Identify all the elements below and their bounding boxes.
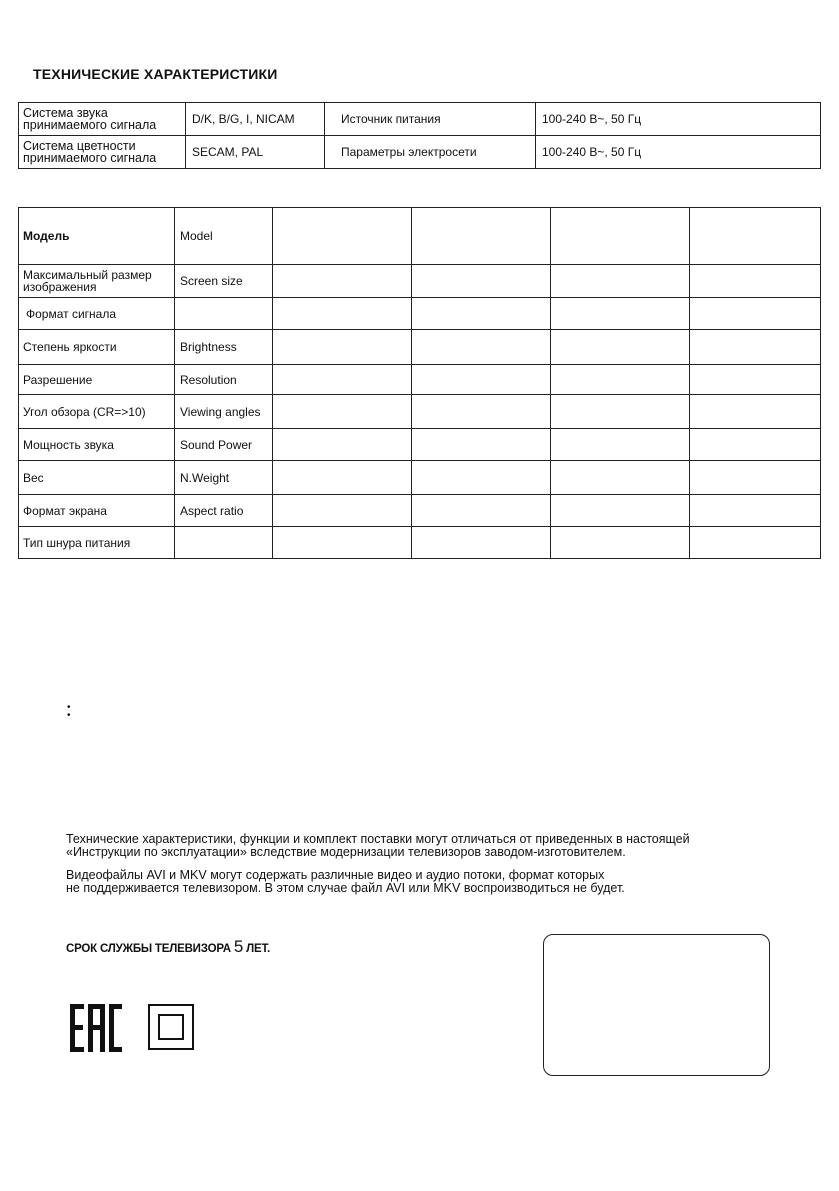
table-cell — [273, 429, 412, 461]
eac-logo — [70, 1004, 122, 1052]
table-cell: Model — [175, 208, 273, 265]
table-cell — [690, 265, 821, 298]
table-row — [19, 461, 821, 495]
table-cell: Brightness — [175, 330, 273, 365]
table-cell — [175, 527, 273, 559]
table-row — [19, 136, 821, 169]
table-cell: 100-240 В~, 50 Гц — [536, 103, 821, 136]
table-row — [19, 395, 821, 429]
modernization-note — [66, 833, 690, 859]
table-cell: Источник питания — [325, 103, 536, 136]
service-life-prefix: СРОК СЛУЖБЫ ТЕЛЕВИЗОРА — [66, 943, 231, 955]
table-cell: Система цветности принимаемого сигнала — [19, 136, 186, 169]
table-cell — [551, 208, 690, 265]
table-cell — [412, 429, 551, 461]
table-cell — [690, 495, 821, 527]
table-cell — [551, 461, 690, 495]
table-cell — [175, 298, 273, 330]
table-cell: Screen size — [175, 265, 273, 298]
table-cell — [412, 265, 551, 298]
note-line: Технические характеристики, функции и комплект поставки могут отличаться от приведенных в настоящей — [66, 832, 690, 846]
signal-table — [18, 102, 821, 169]
table-row — [19, 265, 821, 298]
table-cell — [273, 330, 412, 365]
table-cell — [412, 330, 551, 365]
table-cell: Максимальный размер изображения — [19, 265, 175, 298]
table-cell: Система звука принимаемого сигнала — [19, 103, 186, 136]
table-cell — [412, 298, 551, 330]
table-row — [19, 208, 821, 265]
video-format-note — [66, 869, 625, 895]
table-cell — [551, 265, 690, 298]
double-insulation-icon — [148, 1004, 194, 1050]
service-life-years: 5 — [233, 937, 244, 956]
table-cell: Параметры электросети — [325, 136, 536, 169]
table-cell: Вес — [19, 461, 175, 495]
table-cell — [273, 527, 412, 559]
note-line: «Инструкции по эксплуатации» вследствие модернизации телевизоров заводом-изготовителем. — [66, 845, 626, 859]
table-row — [19, 527, 821, 559]
table-cell — [273, 461, 412, 495]
table-cell — [412, 395, 551, 429]
table-row — [19, 298, 821, 330]
table-cell: Viewing angles — [175, 395, 273, 429]
service-life — [66, 937, 270, 957]
table-cell — [690, 429, 821, 461]
table-cell — [690, 330, 821, 365]
table-cell: Тип шнура питания — [19, 527, 175, 559]
table-cell — [690, 208, 821, 265]
table-cell: Степень яркости — [19, 330, 175, 365]
table-cell: Resolution — [175, 365, 273, 395]
table-cell — [273, 495, 412, 527]
table-cell: SECAM, PAL — [186, 136, 325, 169]
table-cell: Мощность звука — [19, 429, 175, 461]
table-cell — [551, 429, 690, 461]
table-cell: D/K, B/G, I, NICAM — [186, 103, 325, 136]
table-cell: Угол обзора (CR=>10) — [19, 395, 175, 429]
table-cell: Разрешение — [19, 365, 175, 395]
table-cell: 100-240 В~, 50 Гц — [536, 136, 821, 169]
table-row — [19, 330, 821, 365]
table-cell — [273, 208, 412, 265]
note-line: Видеофайлы AVI и MKV могут содержать различные видео и аудио потоки, формат которых — [66, 868, 605, 882]
table-cell — [690, 527, 821, 559]
table-cell — [412, 365, 551, 395]
table-row — [19, 429, 821, 461]
page-title: ТЕХНИЧЕСКИЕ ХАРАКТЕРИСТИКИ — [33, 66, 278, 82]
table-cell: Формат сигнала — [19, 298, 175, 330]
spec-table — [18, 207, 821, 559]
table-cell — [412, 527, 551, 559]
table-cell — [273, 365, 412, 395]
bullet-dots: • • — [67, 702, 71, 721]
table-cell: Sound Power — [175, 429, 273, 461]
note-line: не поддерживается телевизором. В этом случае файл AVI или MKV воспроизводиться не будет. — [66, 881, 625, 895]
label-sticker-area — [543, 934, 770, 1076]
table-cell — [412, 495, 551, 527]
table-cell — [690, 365, 821, 395]
table-cell — [551, 330, 690, 365]
table-cell — [273, 265, 412, 298]
table-cell: Формат экрана — [19, 495, 175, 527]
table-row — [19, 103, 821, 136]
table-cell: Aspect ratio — [175, 495, 273, 527]
table-cell — [551, 395, 690, 429]
table-cell: Модель — [19, 208, 175, 265]
table-cell — [412, 208, 551, 265]
table-row — [19, 365, 821, 395]
table-cell — [412, 461, 551, 495]
service-life-suffix: ЛЕТ. — [246, 943, 271, 955]
table-cell — [551, 527, 690, 559]
table-cell — [551, 365, 690, 395]
table-cell — [690, 298, 821, 330]
table-cell: N.Weight — [175, 461, 273, 495]
table-cell — [690, 395, 821, 429]
table-cell — [551, 495, 690, 527]
table-cell — [273, 298, 412, 330]
table-row — [19, 495, 821, 527]
table-cell — [690, 461, 821, 495]
table-cell — [273, 395, 412, 429]
table-cell — [551, 298, 690, 330]
